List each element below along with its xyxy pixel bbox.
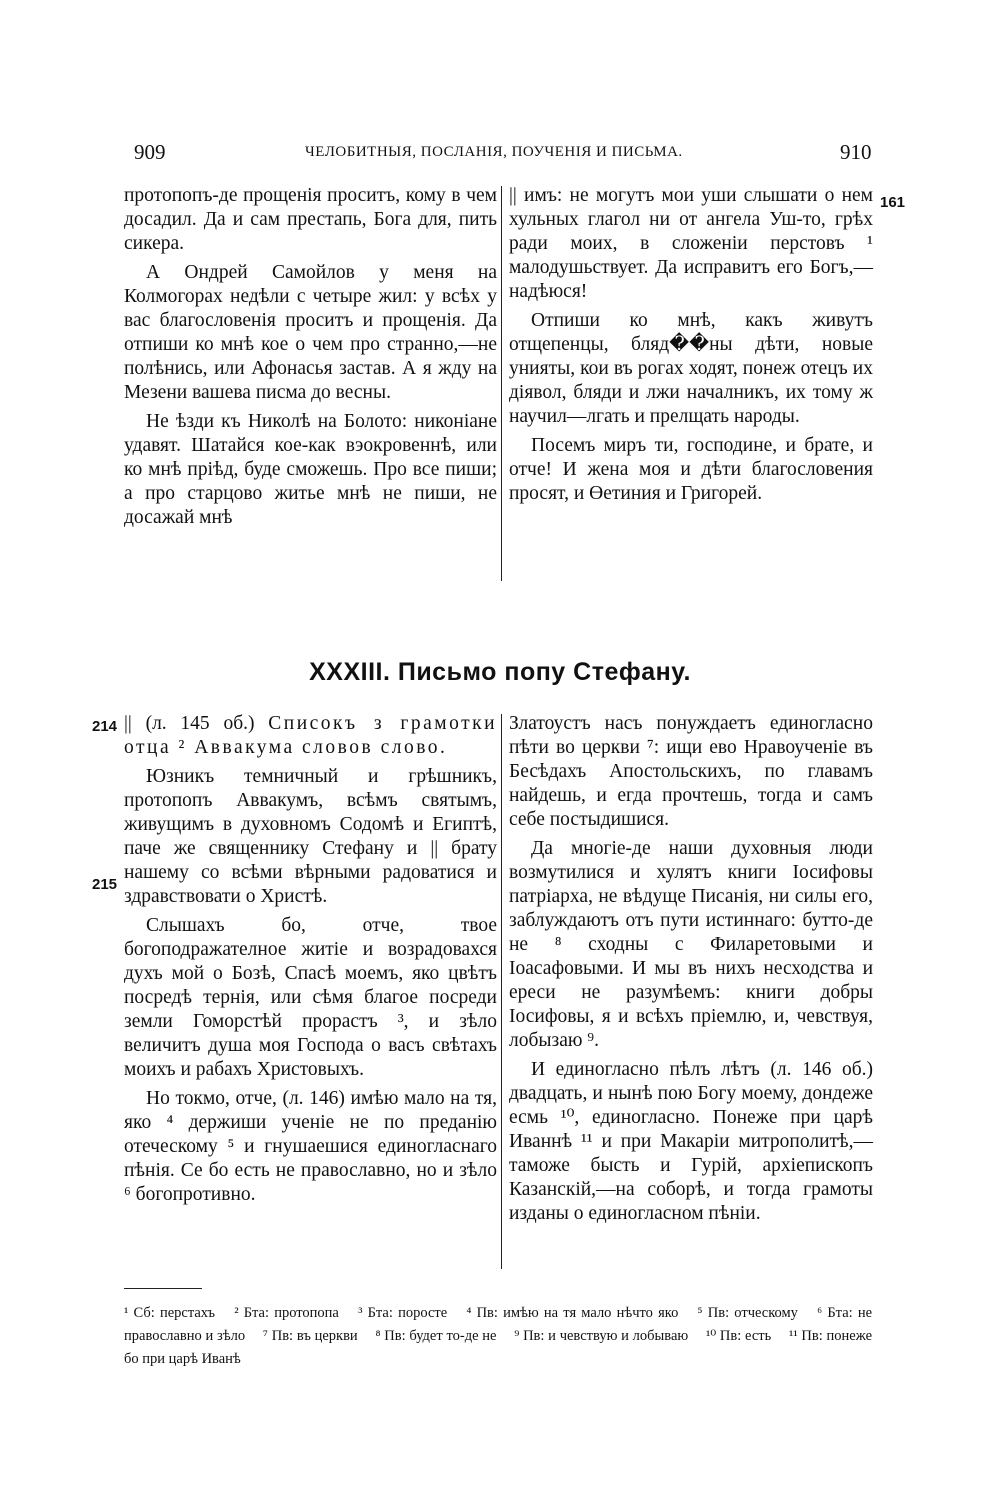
footnote: ⁸ Пв: будет то-де не [375, 1328, 497, 1344]
footnote-rule [124, 1288, 202, 1289]
footnote: ⁹ Пв: и чевствую и лобываю [514, 1328, 689, 1344]
paragraph: протопопъ-де прощенія проситъ, кому в чем досадил. Да и сам престапь, Бога для, пить сикера. [124, 185, 497, 254]
paragraph: А Ондрей Самойлов у меня на Колмогорах недѣли с четыре жил: у всѣх у вас благословенія проситъ и прощенія. Да отпиши ко мнѣ кое о чем про странно,—не полѣнись, или Афонасья застав. А я жду на Мезени вашева писма до весны. [124, 262, 497, 403]
section2-left-column [124, 712, 497, 1212]
paragraph: Златоустъ насъ понуждаетъ единогласно пѣти во церкви ⁷: ищи ево Нравоученіе въ Бесѣдахъ Апостольскихъ, по главамъ найдешь, и егда прочтешь, тогда и самъ себе постыдишися. [509, 713, 873, 830]
margin-number: 215 [92, 876, 118, 893]
paragraph: Юзникъ темничный и грѣшникъ, протопопъ Аввакумъ, всѣмъ святымъ, живущимъ в духовномъ Содомѣ и Египтѣ, паче же священнику Стефану и || брату нашему со всѣми вѣрными радоватися и здравствовати о Христѣ. [124, 766, 497, 907]
letter-heading [124, 712, 497, 760]
margin-number: 214 [92, 718, 118, 735]
folio-reference: || (л. 145 об.) [124, 713, 255, 734]
paragraph: Посемъ миръ ти, господине, и брате, и отче! И жена моя и дѣти благословения просят, и Өетиния и Григорей. [509, 435, 873, 504]
column-divider [501, 714, 502, 1269]
footnote: ² Бта: протопопа [234, 1305, 339, 1321]
column-divider [501, 186, 502, 581]
page-number-left: 909 [134, 140, 166, 164]
page-number-right: 910 [840, 140, 872, 164]
running-title: ЧЕЛОБИТНЫЯ, ПОСЛАНІЯ, ПОУЧЕНІЯ И ПИСЬМА. [305, 144, 683, 160]
footnote: ¹ Сб: перстахъ [124, 1305, 215, 1321]
paragraph: Слышахъ бо, отче, твое богоподражателное житіе и возрадовахся духъ мой о Бозѣ, Спасѣ моемъ, яко цвѣтъ посредѣ тернія, или сѣмя благое посреди земли Гоморстѣй прорастъ ³, и зѣло величитъ душа моя Господа о васъ свѣтахъ моихъ и рабахъ Христовыхъ. [124, 915, 497, 1080]
paragraph: Не ѣзди къ Николѣ на Болото: никоніане удавят. Шатайся кое-как вэокровеннѣ, или ко мнѣ пріѣд, буде сможешь. Про все пиши; а про старцово житье мнѣ не пиши, не досажай мнѣ [124, 411, 497, 528]
section1-left-column [124, 184, 497, 535]
footnote: ⁴ Пв: имѣю на тя мало нѣчто яко [466, 1305, 679, 1321]
footnote: ¹¹ Пв: понеже бо при царѣ Иванѣ [124, 1328, 873, 1367]
paragraph: Да многіе-де наши духовныя люди возмутилися и хулятъ книги Іосифовы патріарха, не вѣдуще Писанія, ни силы его, заблуждаютъ отъ пути истиннаго: бутто-де не ⁸ сходны с Филаретовыми и Іоасафовыми. И мы въ нихъ несходства и ереси не разумѣемъ: книги добры Іосифовы, я и всѣхъ пріемлю, и, чевствуя, лобызаю ⁹. [509, 838, 873, 1051]
footnote: ⁶ Бта: не православно и зѣло [124, 1305, 873, 1344]
paragraph: И единогласно пѣлъ лѣтъ (л. 146 об.) двадцать, и нынѣ пою Богу моему, дондеже есмь ¹⁰, единогласно. Понеже при царѣ Иваннѣ ¹¹ и при Макаріи митрополитѣ,—таможе бысть и Гурій, архіепископъ Казанскій,—на соборѣ, и тогда грамоты изданы о единогласном пѣніи. [509, 1059, 873, 1224]
footnotes [124, 1302, 872, 1371]
letter-subtitle: Списокъ з грамотки отца ² Аввакума словов слово. [124, 713, 498, 758]
footnote: ⁵ Пв: отческому [697, 1305, 798, 1321]
section1-right-column [509, 184, 873, 511]
footnote: ⁷ Пв: въ церкви [262, 1328, 358, 1344]
section2-right-column [509, 712, 873, 1231]
paragraph: Но токмо, отче, (л. 146) имѣю мало на тя, яко ⁴ держиши ученіе не по преданію отеческому ⁵ и гнушаешися единогласнаго пѣнія. Се бо есть не православно, но и зѣло ⁶ богопротивно. [124, 1088, 497, 1205]
section-title: XXXIII. Письмо попу Стефану. [309, 658, 691, 686]
page-header [0, 140, 1000, 170]
paragraph: || имъ: не могутъ мои уши слышати о нем хульных глагол ни от ангела Уш-то, грѣх ради моих, в сложеніи перстовъ ¹ малодушьствует. Да исправитъ его Богъ,—надѣюся! [509, 185, 873, 302]
footnote: ³ Бта: поросте [358, 1305, 448, 1321]
margin-number: 161 [880, 194, 906, 211]
paragraph: Отпиши ко мнѣ, какъ живутъ отщепенцы, бляд��ны дѣти, новые унияты, кои въ рогах ходят, понеж отецъ их діявол, бляди и лжи началникъ, их тому ж научил—лгать и прелщать народы. [509, 310, 873, 427]
footnote: ¹⁰ Пв: есть [705, 1328, 772, 1344]
